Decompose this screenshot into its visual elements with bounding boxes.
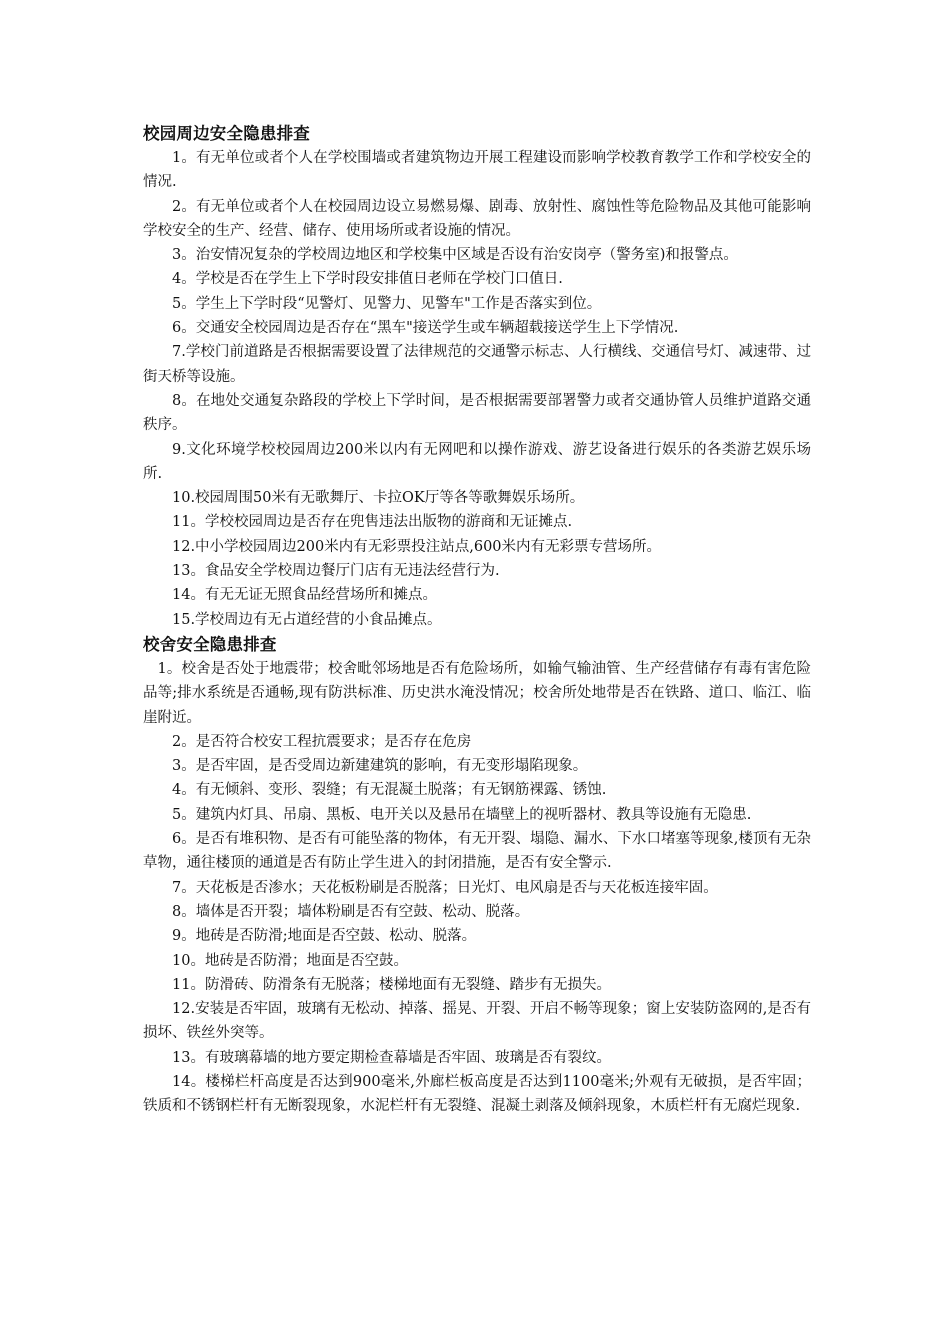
list-item: 3。是否牢固，是否受周边新建建筑的影响，有无变形塌陷现象。 xyxy=(172,758,588,775)
section-school-buildings xyxy=(143,633,811,1119)
list-item: 2。是否符合校安工程抗震要求；是否存在危房 xyxy=(172,733,472,750)
list-item: 14。有无无证无照食品经营场所和摊点。 xyxy=(172,587,437,604)
list-item: 4。学校是否在学生上下学时段安排值日老师在学校门口值日. xyxy=(172,271,563,288)
list-item: 4。有无倾斜、变形、裂缝；有无混凝土脱落；有无钢筋裸露、锈蚀. xyxy=(172,782,607,799)
list-item: 11。防滑砖、防滑条有无脱落；楼梯地面有无裂缝、踏步有无损失。 xyxy=(172,976,611,993)
list-item: 9.文化环境学校校园周边200米以内有无网吧和以操作游戏、游艺设备进行娱乐的各类游艺娱乐场所. xyxy=(143,441,811,482)
list-item: 13。有玻璃幕墙的地方要定期检查幕墙是否牢固、玻璃是否有裂纹。 xyxy=(172,1049,611,1066)
list-item: 1。校舍是否处于地震带；校舍毗邻场地是否有危险场所，如输气输油管、生产经营储存有毒有害危险品等;排水系统是否通畅,现有防洪标准、历史洪水淹没情况；校舍所处地带是否在铁路、道口、临江、临崖附近。 xyxy=(143,660,811,726)
list-item: 7.学校门前道路是否根据需要设置了法律规范的交通警示标志、人行横线、交通信号灯、减速带、过街天桥等设施。 xyxy=(143,344,811,385)
list-item: 7。天花板是否渗水；天花板粉刷是否脱落；日光灯、电风扇是否与天花板连接牢固。 xyxy=(172,879,718,896)
list-item: 10。地砖是否防滑；地面是否空鼓。 xyxy=(172,952,408,969)
list-item: 11。学校校园周边是否存在兜售违法出版物的游商和无证摊点. xyxy=(172,514,573,531)
list-item: 12.中小学校园周边200米内有无彩票投注站点,600米内有无彩票专营场所。 xyxy=(172,538,662,555)
list-item: 6。交通安全校园周边是否存在“黑车"接送学生或车辆超载接送学生上下学情况. xyxy=(172,320,679,337)
list-item: 3。治安情况复杂的学校周边地区和学校集中区域是否设有治安岗亭（警务室)和报警点。 xyxy=(172,247,738,264)
list-item: 8。墙体是否开裂；墙体粉刷是否有空鼓、松动、脱落。 xyxy=(172,903,530,920)
list-item: 9。地砖是否防滑;地面是否空鼓、松动、脱落。 xyxy=(172,928,477,945)
list-item: 6。是否有堆积物、是否有可能坠落的物体，有无开裂、塌隐、漏水、下水口堵塞等现象,楼顶有无杂草物，通往楼顶的通道是否有防止学生进入的封闭措施，是否有安全警示. xyxy=(143,831,811,872)
list-item: 8。在地处交通复杂路段的学校上下学时间，是否根据需要部署警力或者交通协管人员维护道路交通秩序。 xyxy=(143,392,811,434)
list-item: 1。有无单位或者个人在学校围墙或者建筑物边开展工程建设而影响学校教育教学工作和学校安全的情况. xyxy=(143,150,811,191)
list-item: 10.校园周围50米有无歌舞厅、卡拉OK厅等各等歌舞娱乐场所。 xyxy=(172,490,585,507)
section-title: 校园周边安全隐患排查 xyxy=(143,124,310,143)
list-item: 14。楼梯栏杆高度是否达到900毫米,外廊栏板高度是否达到1100毫米;外观有无破损，是否牢固；铁质和不锈钢栏杆有无断裂现象，水泥栏杆有无裂缝、混凝土剥落及倾斜现象，木质栏杆有无腐烂现象. xyxy=(143,1073,811,1115)
document-page xyxy=(143,122,811,1119)
list-item: 5。建筑内灯具、吊扇、黑板、电开关以及悬吊在墙壁上的视听器材、教具等设施有无隐患. xyxy=(172,806,752,823)
list-item: 5。学生上下学时段“见警灯、见警力、见警车"工作是否落实到位。 xyxy=(172,295,602,312)
list-item: 12.安装是否牢固，玻璃有无松动、掉落、摇晃、开裂、开启不畅等现象；窗上安装防盗网的,是否有损坏、铁丝外突等。 xyxy=(143,1001,811,1042)
list-item: 2。有无单位或者个人在校园周边设立易燃易爆、剧毒、放射性、腐蚀性等危险物品及其他可能影响学校安全的生产、经营、储存、使用场所或者设施的情况。 xyxy=(143,198,811,239)
section-title: 校舍安全隐患排查 xyxy=(143,634,277,654)
list-item: 13。食品安全学校周边餐厅门店有无违法经营行为. xyxy=(172,563,500,580)
section-campus-surroundings xyxy=(143,122,811,632)
list-item: 15.学校周边有无占道经营的小食品摊点。 xyxy=(172,611,442,628)
